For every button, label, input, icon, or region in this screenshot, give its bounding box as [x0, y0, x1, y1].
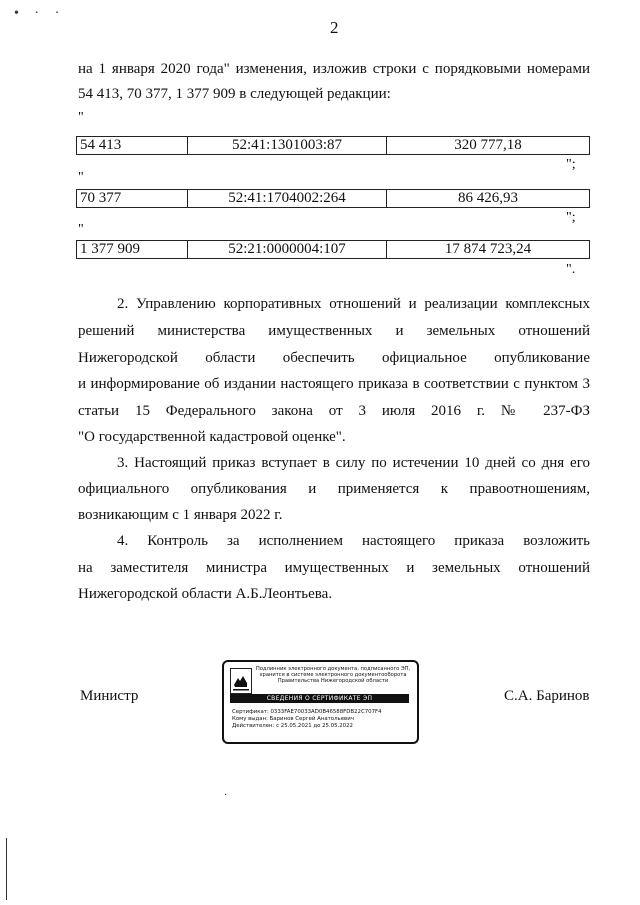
table-row	[77, 241, 590, 259]
open-quote-2: "	[78, 170, 84, 185]
para2-line-4: и информирование об издании настоящего приказа в соответствии с пунктом 3	[78, 376, 590, 392]
para4-line-1: 4. Контроль за исполнением настоящего приказа возложить	[117, 533, 590, 549]
cadastral-value: 17 874 723,24	[387, 241, 590, 259]
para3-line-1: 3. Настоящий приказ вступает в силу по истечении 10 дней со дня его	[117, 455, 590, 471]
corner-marks: • · ·	[14, 6, 66, 21]
row-table-2	[76, 189, 590, 208]
row-number: 1 377 909	[77, 241, 188, 259]
table-row	[77, 190, 590, 208]
row-table-1	[76, 136, 590, 155]
row-table-3	[76, 240, 590, 259]
cadastral-value: 86 426,93	[387, 190, 590, 208]
close-quote-3: ".	[566, 262, 576, 277]
para2-line-1: 2. Управлению корпоративных отношений и реализации комплексных	[117, 296, 590, 312]
intro-line-1: на 1 января 2020 года" изменения, изложив строки с порядковыми номерами	[78, 61, 590, 77]
coat-of-arms-icon	[230, 668, 252, 694]
row-number: 54 413	[77, 137, 188, 155]
cadastral-number: 52:41:1301003:87	[188, 137, 387, 155]
stamp-info	[232, 709, 382, 730]
page-number: 2	[330, 18, 339, 37]
cadastral-value: 320 777,18	[387, 137, 590, 155]
open-quote-1: "	[78, 110, 84, 125]
stamp-certificate-id: Сертификат: 0333FAE70033AD0B46588FDB22C707F4	[232, 709, 382, 715]
scan-margin-line	[6, 838, 7, 900]
para3-line-3: возникающим с 1 января 2022 г.	[78, 507, 283, 523]
cadastral-number: 52:21:0000004:107	[188, 241, 387, 259]
scan-speck: ·	[224, 790, 228, 801]
para2-line-6: "О государственной кадастровой оценке".	[78, 429, 346, 445]
stamp-issued-to: Кому выдан: Баринов Сергей Анатольевич	[232, 716, 354, 722]
para4-line-3: Нижегородской области А.Б.Леонтьева.	[78, 586, 333, 602]
para2-line-5: статьи 15 Федерального закона от 3 июля 2016 г. № 237-ФЗ	[78, 403, 590, 419]
signatory-name: С.А. Баринов	[504, 688, 590, 704]
para2-line-2: решений министерства имущественных и земельных отношений	[78, 323, 590, 339]
open-quote-3: "	[78, 222, 84, 237]
stamp-header: Подлинник электронного документа, подписанного ЭП, хранится в системе электронного документооборота Правительства Нижегородской области	[255, 666, 411, 685]
para2-line-3: Нижегородской области обеспечить официальное опубликование	[78, 350, 590, 366]
cadastral-number: 52:41:1704002:264	[188, 190, 387, 208]
stamp-validity: Действителен: с 25.05.2021 до 25.05.2022	[232, 723, 353, 729]
table-row	[77, 137, 590, 155]
close-quote-1: ";	[566, 157, 576, 172]
close-quote-2: ";	[566, 210, 576, 225]
row-number: 70 377	[77, 190, 188, 208]
intro-line-2: 54 413, 70 377, 1 377 909 в следующей редакции:	[78, 86, 391, 102]
stamp-title: СВЕДЕНИЯ О СЕРТИФИКАТЕ ЭП	[230, 694, 409, 703]
e-signature-stamp	[222, 660, 419, 744]
signatory-position: Министр	[80, 688, 139, 704]
para4-line-2: на заместителя министра имущественных и земельных отношений	[78, 560, 590, 576]
para3-line-2: официального опубликования и применяется к правоотношениям,	[78, 481, 590, 497]
